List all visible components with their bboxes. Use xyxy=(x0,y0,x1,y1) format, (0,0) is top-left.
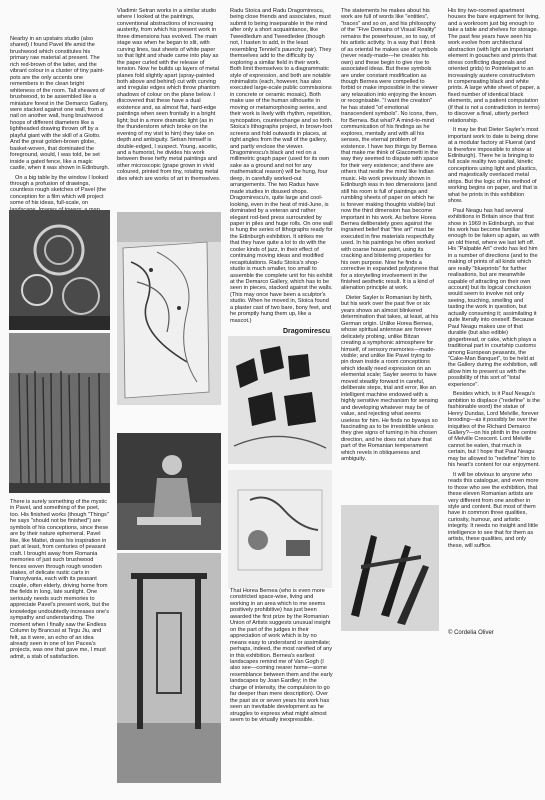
column-1-bottom xyxy=(10,499,110,663)
col1-paragraph-3: There is surely something of the mystic in Pavel, and something of the poet, too. His finished works (though "Things" he says "should not be finished") are symbols of his conceptions, since these are by their nature ephemeral. Pavel like, like Mattei, draws his inspiration in part at least, from centuries of peasant craft. I brought away from Romania memories of just such brushwood fences woven through rough wooden stakes, of delicate rustic carts in Transylvania, each with its peasant couple, often elderly, driving home from the fields in long, late sunlight. One seriously needs such memories to appreciate Pavel's present work, but the knowledge undoubtedly increases one's sympathy and understanding. The moment when I finally saw the Endless Column by Brancusi at Tirgu Jiu, and felt, as it were, an echo of an idea already seen in one of Ion Pacea's projects, was one that gave me, I must admit, a stab of satisfaction. xyxy=(10,499,110,660)
stoica-lithograph-graphic xyxy=(228,470,332,588)
author-credit xyxy=(448,630,494,636)
column-3 xyxy=(230,8,333,327)
seated-figure-graphic xyxy=(117,433,221,550)
col5-paragraph-5: It will be obvious to anyone who reads this catalogue, and even more to those who see the exhibition, that these eleven Romanian artists are very different from one another in style and content. But most of them have in common three qualities, curiosity, humour, and artistic integrity. It needs no insight and little intelligence to see that for them as artists, these qualities, and only these, will suffice. xyxy=(448,471,539,549)
photo-seated-figure xyxy=(117,433,221,550)
col5-paragraph-3: Paul Neagu has had several exhibitions in Britain since that first show in 1969 in Edinburgh, so that his work has become familiar enough to be taken up again, as with an old friend, where we last left off. His "Palpable Art" credo has led him in a number of directions (and to the making of prints of all kinds which are really "blueprints" for further realisations, but are meanwhile capable of attracting on their own account) but its logical conclusion would seem to involve not only seeing, touching, smelling and tasting the work in question, but actually consuming it; assimilating it quite literally into oneself. Because Paul Neagu makes use of that durable (but also edible) gingerbread, or cake, which plays a traditional part in courtship customs among European peasants, the "Cake-Man Banquet", to be held at the Gallery during the exhibition, will allow him to present us with the possibility of this sort of "total experience". xyxy=(448,207,540,388)
col5-paragraph-4: Besides which, is it Paul Neagu's ambition to displace ("redefine" is the fashionable word) the statue of Henry Dundas, Lord Melville, forever brooding—as it possibly be over the iniquities of the Richard Demarco Gallery?—on his plinth in the centre of Melville Crescent. Lord Melville cannot be eaten, that much is certain, but I hope that Paul Neagu may be allowed to "redefine" him to his heart's content for our enjoyment. xyxy=(448,391,540,469)
sayler-construction-graphic xyxy=(341,505,439,631)
photo-setran-relief xyxy=(117,212,221,405)
photo-gate-sculpture xyxy=(117,553,221,783)
col2-paragraph-1: Vladimir Setran works in a similar studio where I looked at the paintings, conventional abstractions of increasing austerity, from which his present work in three dimensions has evolved. The main stage was when he began to slit, with curving lines, taut sheets of white paper so that light and shade came into play as the paper curled with the release of tension. Now he builds up layers of metal planes fold slightly apart (spray-painted both above and behind) cut with curving and irregular edges which throw phantom shadows of colour on the plane below. I discovered that these have a dual existence and, as almost flat, hard-edge paintings when seen frontally in a bright light; but in a more dramatic light (as in the thunderstorm which broke on the evening of my visit to him) they take on depth and ambiguity. Setran himself is double-edged, I suspect. Young, ascetic, and a humorist, he divides his work between these hefty metal paintings and other microscopic (grape grown in vivid coloured, printed from tiny, rotating metal dies which are works of art in themselves. xyxy=(117,8,221,182)
gate-sculpture-graphic xyxy=(117,553,221,783)
author-name: Cordelia Oliver xyxy=(454,630,494,636)
dragomirescu-print-graphic xyxy=(228,336,332,464)
brushwood-sheaves-graphic xyxy=(9,333,110,493)
col4-paragraph-2: Dieter Sayler is Romanian by birth, but his work over the past five or six years shows an almost blinkered determination that takes, at least, at his German origin. Unlike Horea Bernea, whose spiritual antennae are forever delicately probing, unlike Bitzan creating a symphonic atmosphere for himself, of sensory memories—made-visible; and unlike Ilie Pavel trying to pin down inside a room conceptions which ideally need expression on an elemental scale; Sayler seems to have moved steadily forward in careful, deliberate steps, trial and error, like an intelligent machine endowed with a highly sensitive mechanism for sensing and developing whatever may be of value, and rejecting what seems useless for him. He finds no byways so fascinating as to be irresistible unless they give signs of turning in his chosen direction, and he does not share that part of the Romanian temperament which revels in obliqueness and ambiguity. xyxy=(341,294,439,463)
column-4 xyxy=(341,8,439,466)
photo-sayler-construction xyxy=(341,505,439,631)
col5-paragraph-2: It may be that Dieter Sayler's most important work to date is being done at a modular factory at Fluerat (and is therefore impossible to show at Edinburgh). There he is bringing to full scale reality two spatial, kinetic conceptions using light and plastics, and majestically overlaced metal strips. But the logic of his method of working begins on paper, and that is what he prints in this exhibition show. xyxy=(448,127,539,205)
column-2 xyxy=(117,8,221,185)
column-5 xyxy=(448,8,540,552)
copyright-icon: © xyxy=(448,630,453,636)
col1-paragraph-2: On a big table by the window I looked through a profusion of drawings, countless rough sketches of Pavel (the conception for a film which will project some of his ideas, full-scale, on xyxy=(10,174,108,207)
col1-paragraph-1: Nearby in an upstairs studio (also shared) I found Pavel life amid the brushwood which constitutes his primary raw material at present. The rich red-brown of the latter, and the vibrant colour in a cluster of tiny paint-pots are the only accents one remembers in the clean bright whiteness of the room. Tall sheaves of brushwood, to be assembled like a miniature forest in the Demarco Gallery, were stacked against one wall, from a nail on another wall, hung brushwood hoops of different diameters like a lightheaded drawing thrown off by a playful giant with the skill of a Giotto. And the great golden-brown globe, basket-woven, that dominated the foreground, would, I was told, be set inside a gated fence, like a magic castle, when it was shown in Edinburgh. xyxy=(10,36,110,172)
caption-dragomirescu: Dragomirescu xyxy=(283,328,331,335)
setran-relief-graphic xyxy=(117,212,221,405)
col3-paragraph-2: That Horea Bernea (who is even more constricted space-wise, living and working in an area which to me seems positively prohibitive) has just been awarded the first prize by the Romanian Union of Artists suggests unusual insight on the part of the judges in their appreciation of work which is by no means easy to understand or assimilate; perhaps, indeed, the most rarefied of any in this exhibition. Bernea's earliest landscapes remind me of Van Gogh (I also see—coming nearer home—some resemblance between them and the early landscapes by Joan Eardley; in the charge of intensity, the compulsion to go far deeper than mere description). Over the past six or seven years his work has seen an inevitable development as he struggles to express what might almost seem to be virtually inexpressible. xyxy=(230,588,333,724)
photo-dragomirescu-print xyxy=(228,336,332,464)
brushwood-hoops-graphic xyxy=(9,210,110,330)
col4-paragraph-1: The statements he makes about his work are full of words like "entities", "traces" and so on, and his philosophy of the "Five Domains of Visual Reality" remains the powerhouse, so to say, of his artistic activity. In a way that I think of as oriental he makes use of symbols (never ready-made—he creates his own) and these begin to give rise to associated ideas. But these symbols are under constant modification as though Bernea were compelled to forbid or make impossible in the viewer any relaxation into enjoying the known or recognisable. "I want the creation" he has stated "of emotional transcendent symbols". No icons, then, for Bernea. But what? A mind-to-mind communication of his findings as he explores, mentally and with all his senses, the eternal problem of existence. I have two things by Bernea that make me think of Giacometti in the way they seemed to dispute with space for their very existence; and there are others that nestle the mind like Indian music. His work previously shown in Edinburgh was in two dimensions (and still his room is full of paintings and rumbling sheets of paper on which he is forever making thoughts visible) but now the third dimension has become important in his work. As before Horea Bernea deliberately goes against the ingrained belief that "fine art" must be executed in fine materials respectfully used. In his paintings he often worked with coarse house paint, using its cracking and blistering properties for his own purpose. Now he finds a corrective in expanded polystyrene that for a storytelling involvement in the finished aesthetic result. It is a kind of alienation principle at work. xyxy=(341,8,439,292)
column-3-bottom xyxy=(230,588,333,727)
photo-stoica-lithograph xyxy=(228,470,332,588)
col5-paragraph-1: His tiny two-roomed apartment houses the bare equipment for living, and a workroom just big enough to take a table and shelves for storage. The past few years have seen his work evolve from architectural abstraction (with light an important element in gouaches and prints that stress conflicting diagonals and oriented grids) to Pointeleget to an increasingly austere constructivism in compensating black and white prints. A large white sheet of paper, a fixed number of identical black elements, and a patient computation (if that is not a contradiction in terms) to discover a final, utterly perfect relationship. xyxy=(448,8,540,124)
col3-paragraph-1: Radu Stoica and Radu Dragomirescu, being close friends and associates, must submit to being inseparable in the mind after only a short acquaintance, like Tweedledum and Tweedledee (though not, I hasten to add, in the least resembling Tenniel's paunchy pair). They themselves add to the difficulty by exploring a similar field in their work. Both limit themselves to a diagrammatic style of expression, and both are notable minimalists (each, however, has also executed large-scale public commissions in concrete or ceramic mosaic). Both make use of the human silhouette in moving or metamorphosing series, and their work is lively with rhythm, repetition, syncopation, counterchange and so forth. Stoica's lithographs project, in brown-foot screens and fold outwards in places, at right angles from the wall of the gallery, and partly enclose the viewer. Dragomirescu's black and red on a millimetric graph paper (used for its own sake as a ground and not for any mathematical reason) will be hung, four deep, in carefully worked-out arrangements. The two Radus have made studies in disused shops. Dragomirescu's, quite large and cool-looking, even in the heat of mid-June, is dominated by a veteran and rather elegant rod-bed press surrounded by paper in piles and huge rolls. On one wall is hung the series of lithographs ready for the Edinburgh exhibition. It strikes me that they have quite a lot to do with the cooler kinds of jazz, in their effect of continuing moving ideas and modified recapitulations. Radu Stoica's shop-studio is much smaller, too small to assemble the complete unit for his exhibit at the Demarco Gallery, which has to be seen in pieces, stacked against the walls. (This may once have been a sculptor's studio. When he moved in, Stoica found a plaster cast of two bare, bony feet, and he promptly hung them up, like a mascot.) xyxy=(230,8,333,324)
photo-brushwood-hoops xyxy=(9,210,110,330)
photo-brushwood-sheaves xyxy=(9,333,110,493)
